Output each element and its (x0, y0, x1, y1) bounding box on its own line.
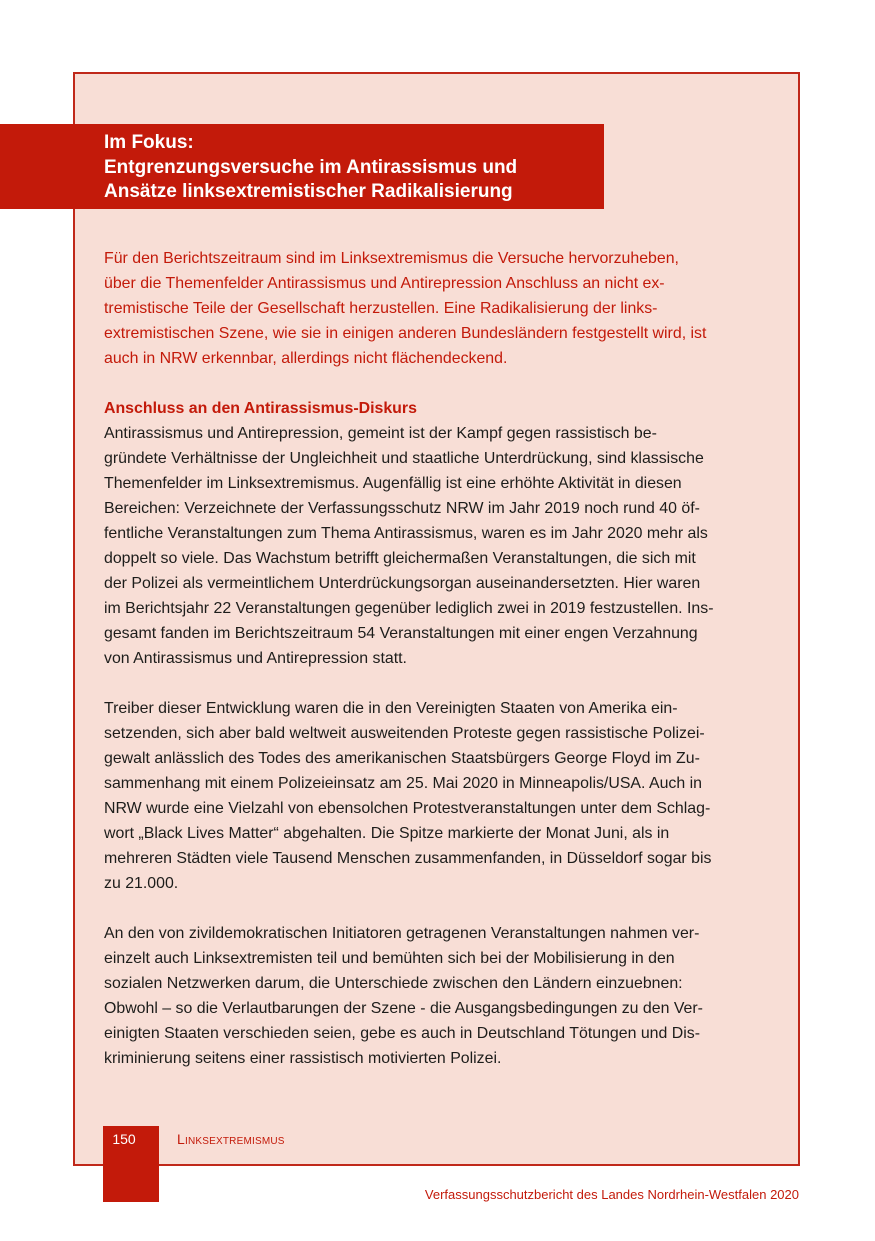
text-line: gewalt anlässlich des Todes des amerikanischen Staatsbürgers George Floyd im Zu- (104, 750, 700, 767)
section-label: Linksextremismus (177, 1131, 285, 1147)
text-line: der Polizei als vermeintlichem Unterdrückungsorgan auseinandersetzten. Hier waren (104, 575, 701, 592)
text-line: Antirassismus und Antirepression, gemeint ist der Kampf gegen rassistisch be- (104, 425, 657, 442)
text-line: setzenden, sich aber bald weltweit ausweitenden Proteste gegen rassistische Polizei- (104, 725, 705, 742)
text-line: doppelt so viele. Das Wachstum betrifft gleichermaßen Veranstaltungen, die sich mit (104, 550, 696, 567)
text-line: tremistische Teile der Gesellschaft herzustellen. Eine Radikalisierung der links- (104, 300, 658, 317)
text-line: Bereichen: Verzeichnete der Verfassungsschutz NRW im Jahr 2019 noch rund 40 öf- (104, 500, 700, 517)
paragraph-2 (104, 696, 768, 896)
text-line: auch in NRW erkennbar, allerdings nicht flächendeckend. (104, 350, 508, 367)
text-line: sozialen Netzwerken darum, die Unterschiede zwischen den Ländern einzuebnen: (104, 975, 683, 992)
text-line: im Berichtsjahr 22 Veranstaltungen gegenüber lediglich zwei in 2019 festzustellen. Ins- (104, 600, 714, 617)
article-body (104, 246, 768, 1071)
text-line: Obwohl – so die Verlautbarungen der Szene - die Ausgangsbedingungen zu den Ver- (104, 1000, 703, 1017)
paragraph-1 (104, 421, 768, 671)
text-line: Treiber dieser Entwicklung waren die in den Vereinigten Staaten von Amerika ein- (104, 700, 678, 717)
text-line: An den von zivildemokratischen Initiatoren getragenen Veranstaltungen nahmen ver- (104, 925, 700, 942)
text-line: wort „Black Lives Matter“ abgehalten. Die Spitze markierte der Monat Juni, als in (104, 825, 670, 842)
text-line: Themenfelder im Linksextremismus. Augenfällig ist eine erhöhte Aktivität in diesen (104, 475, 682, 492)
text-line: extremistischen Szene, wie sie in einigen anderen Bundesländern festgestellt wird, ist (104, 325, 707, 342)
text-line: mehreren Städten viele Tausend Menschen zusammenfanden, in Düsseldorf sogar bis (104, 850, 712, 867)
heading-line: Ansätze linksextremistischer Radikalisierung (104, 181, 513, 202)
text-line: kriminierung seitens einer rassistisch motivierten Polizei. (104, 1050, 502, 1067)
section-subheading: Anschluss an den Antirassismus-Diskurs (104, 400, 417, 417)
text-line: Für den Berichtszeitraum sind im Linksextremismus die Versuche hervorzuheben, (104, 250, 679, 267)
text-line: gründete Verhältnisse der Ungleichheit und staatliche Unterdrückung, sind klassische (104, 450, 704, 467)
page-number: 150 (112, 1131, 136, 1147)
text-line: einigten Staaten verschieden seien, gebe es auch in Deutschland Tötungen und Dis- (104, 1025, 701, 1042)
text-line: zu 21.000. (104, 875, 179, 892)
footer-publication: Verfassungsschutzbericht des Landes Nordrhein-Westfalen 2020 (424, 1187, 799, 1202)
heading-line: Entgrenzungsversuche im Antirassismus und (104, 156, 518, 178)
paragraph-3 (104, 921, 768, 1071)
text-line: fentliche Veranstaltungen zum Thema Antirassismus, waren es im Jahr 2020 mehr als (104, 525, 708, 542)
text-line: über die Themenfelder Antirassismus und Antirepression Anschluss an nicht ex- (104, 275, 665, 292)
focus-heading (104, 131, 594, 205)
text-line: sammenhang mit einem Polizeieinsatz am 25. Mai 2020 in Minneapolis/USA. Auch in (104, 775, 702, 792)
text-line: einzelt auch Linksextremisten teil und bemühten sich bei der Mobilisierung in den (104, 950, 675, 967)
text-line: NRW wurde eine Vielzahl von ebensolchen Protestveranstaltungen unter dem Schlag- (104, 800, 711, 817)
text-line: von Antirassismus und Antirepression statt. (104, 650, 407, 667)
heading-line: Im Fokus: (104, 132, 194, 153)
text-line: gesamt fanden im Berichtszeitraum 54 Veranstaltungen mit einer engen Verzahnung (104, 625, 698, 642)
intro-paragraph (104, 246, 768, 371)
